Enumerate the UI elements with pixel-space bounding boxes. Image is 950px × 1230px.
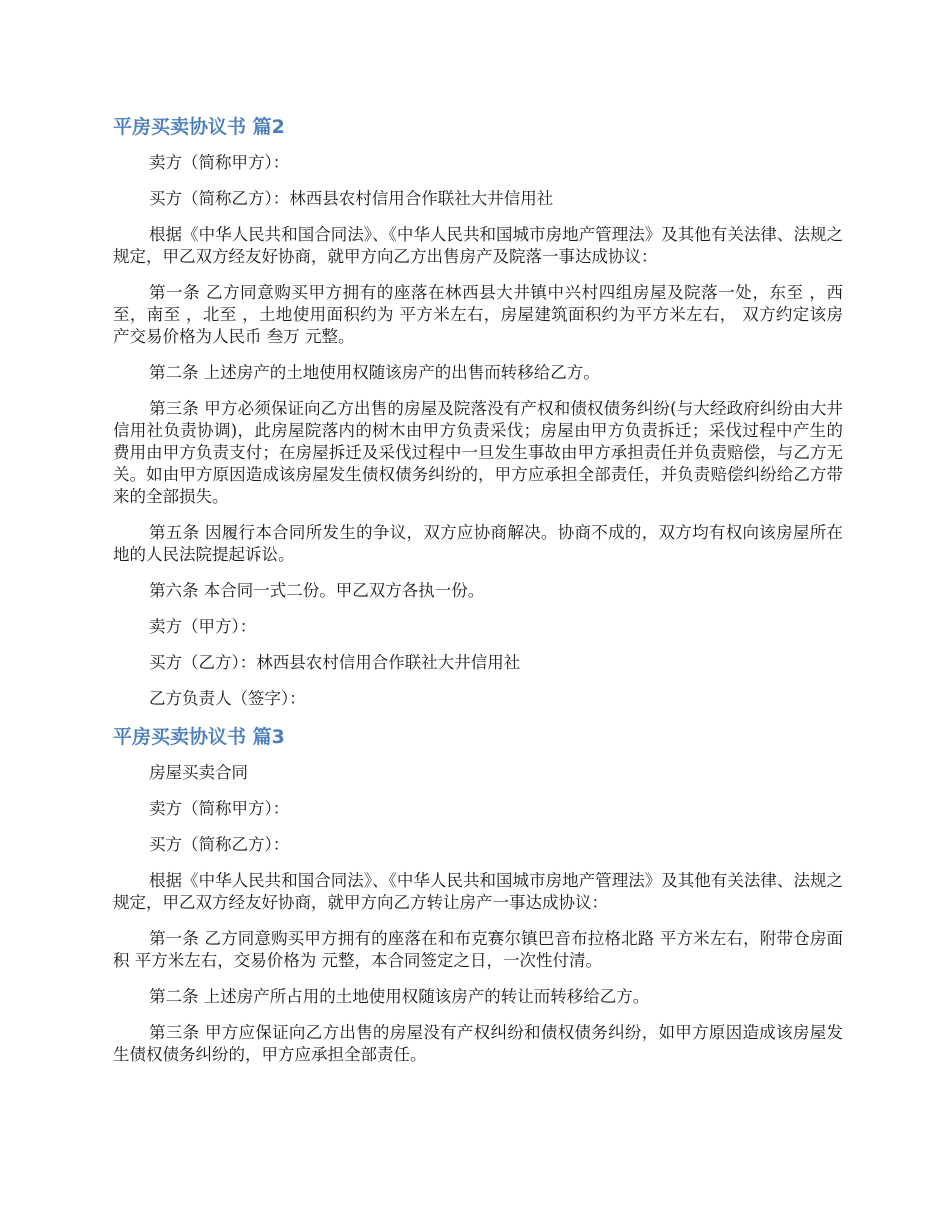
contract-name-line: 房屋买卖合同 — [149, 763, 248, 782]
preamble-paragraph: 根据《中华人民共和国合同法》、《中华人民共和国城市房地产管理法》及其他有关法律、法规之规定，甲乙双方经友好协商，就甲方向乙方转让房产一事达成协议： — [113, 871, 843, 912]
section-3-body — [113, 762, 843, 1066]
buyer-representative-line: 乙方负责人（签字）： — [149, 689, 306, 708]
article-5-paragraph: 第五条 因履行本合同所发生的争议，双方应协商解决。协商不成的，双方均有权向该房屋所在地的人民法院提起诉讼。 — [113, 523, 843, 564]
article-1-paragraph: 第一条 乙方同意购买甲方拥有的座落在林西县大井镇中兴村四组房屋及院落一处，东至 ，西至，南至 ，北至 ，土地使用面积约为 平方米左右，房屋建筑面积约为平方米左右， 双方约定该房产交易价格为人民币 叁万 元整。 — [113, 283, 843, 346]
article-2-paragraph: 第二条 上述房产的土地使用权随该房产的出售而转移给乙方。 — [149, 363, 600, 382]
section-2-title: 平房买卖协议书 篇2 — [113, 116, 285, 138]
article-3-paragraph: 第三条 甲方必须保证向乙方出售的房屋及院落没有产权和债权债务纠纷(与大经政府纠纷由大井信用社负责协调)，此房屋院落内的树木由甲方负责采伐；房屋由甲方负责拆迁；采伐过程中产生的费用由甲方负责支付；在房屋拆迁及采伐过程中一旦发生事故由甲方承担责任并负责赔偿，与乙方无关。如由甲方原因造成该房屋发生债权债务纠纷的，甲方应承担全部责任，并负责赔偿纠纷给乙方带来的全部损失。 — [113, 399, 843, 506]
article-2-paragraph: 第二条 上述房产所占用的土地使用权随该房产的转让而转移给乙方。 — [149, 987, 650, 1006]
section-3-title: 平房买卖协议书 篇3 — [113, 726, 285, 748]
seller-signature-line: 卖方（甲方）： — [149, 617, 257, 636]
buyer-line: 买方（简称乙方）：林西县农村信用合作联社大井信用社 — [149, 189, 554, 208]
article-1-paragraph: 第一条 乙方同意购买甲方拥有的座落在和布克赛尔镇巴音布拉格北路 平方米左右，附带仓房面积 平方米左右，交易价格为 元整，本合同签定之日，一次性付清。 — [113, 929, 843, 970]
seller-line: 卖方（简称甲方）： — [149, 799, 290, 818]
preamble-paragraph: 根据《中华人民共和国合同法》、《中华人民共和国城市房地产管理法》及其他有关法律、法规之规定，甲乙双方经友好协商，就甲方向乙方出售房产及院落一事达成协议： — [113, 225, 843, 266]
seller-line: 卖方（简称甲方）： — [149, 153, 290, 172]
buyer-line: 买方（简称乙方）： — [149, 835, 290, 854]
buyer-signature-line: 买方（乙方）：林西县农村信用合作联社大井信用社 — [149, 653, 521, 672]
article-3-paragraph: 第三条 甲方应保证向乙方出售的房屋没有产权纠纷和债权债务纠纷，如甲方原因造成该房屋发生债权债务纠纷的，甲方应承担全部责任。 — [113, 1023, 843, 1064]
section-2-body — [113, 152, 843, 710]
article-6-paragraph: 第六条 本合同一式二份。甲乙双方各执一份。 — [149, 581, 485, 600]
